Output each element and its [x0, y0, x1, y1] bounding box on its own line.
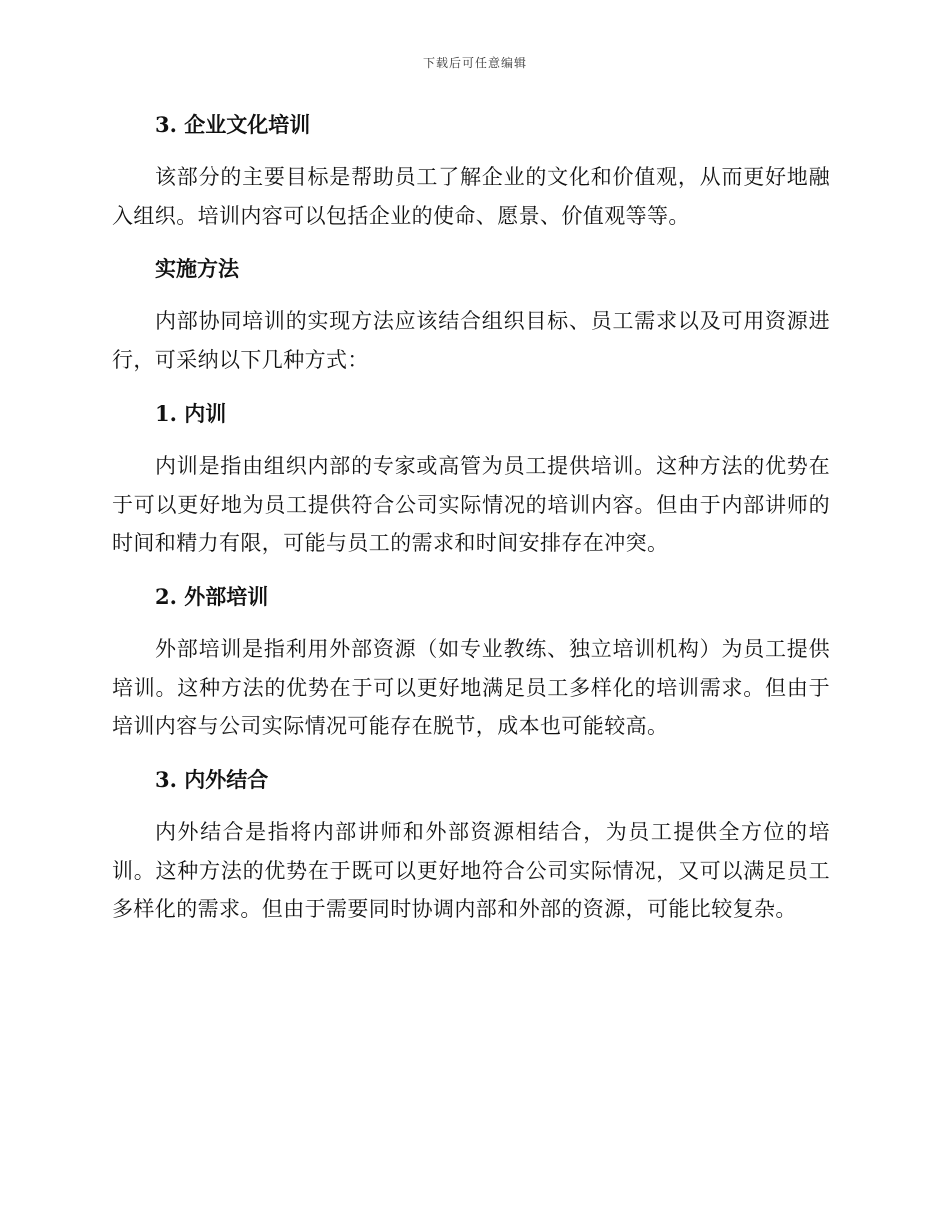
section-paragraph-combined-training: 内外结合是指将内部讲师和外部资源相结合，为员工提供全方位的培训。这种方法的优势在于既可以更好地符合公司实际情况，又可以满足员工多样化的需求。但由于需要同时协调内部和外部的资源，可能比较复杂。 — [112, 820, 830, 922]
section-paragraph-corporate-culture: 该部分的主要目标是帮助员工了解企业的文化和价值观，从而更好地融入组织。培训内容可以包括企业的使命、愿景、价值观等等。 — [112, 165, 830, 228]
section-heading-external-training: 2. 外部培训 — [155, 583, 269, 609]
section-paragraph-external-training: 外部培训是指利用外部资源（如专业教练、独立培训机构）为员工提供培训。这种方法的优势在于可以更好地满足员工多样化的培训需求。但由于培训内容与公司实际情况可能存在脱节，成本也可能较高。 — [112, 636, 830, 739]
section-paragraph-internal-training: 内训是指由组织内部的专家或高管为员工提供培训。这种方法的优势在于可以更好地为员工提供符合公司实际情况的培训内容。但由于内部讲师的时间和精力有限，可能与员工的需求和时间安排存在冲突。 — [112, 453, 830, 556]
section-paragraph-implementation: 内部协同培训的实现方法应该结合组织目标、员工需求以及可用资源进行，可采纳以下几种方式： — [112, 309, 830, 373]
section-heading-corporate-culture: 3. 企业文化培训 — [155, 112, 311, 137]
section-heading-internal-training: 1. 内训 — [155, 400, 227, 426]
document-body — [112, 106, 830, 929]
page-header: 下载后可任意编辑 — [422, 56, 527, 70]
section-heading-implementation: 实施方法 — [155, 256, 239, 282]
section-heading-combined-training: 3. 内外结合 — [155, 767, 269, 793]
